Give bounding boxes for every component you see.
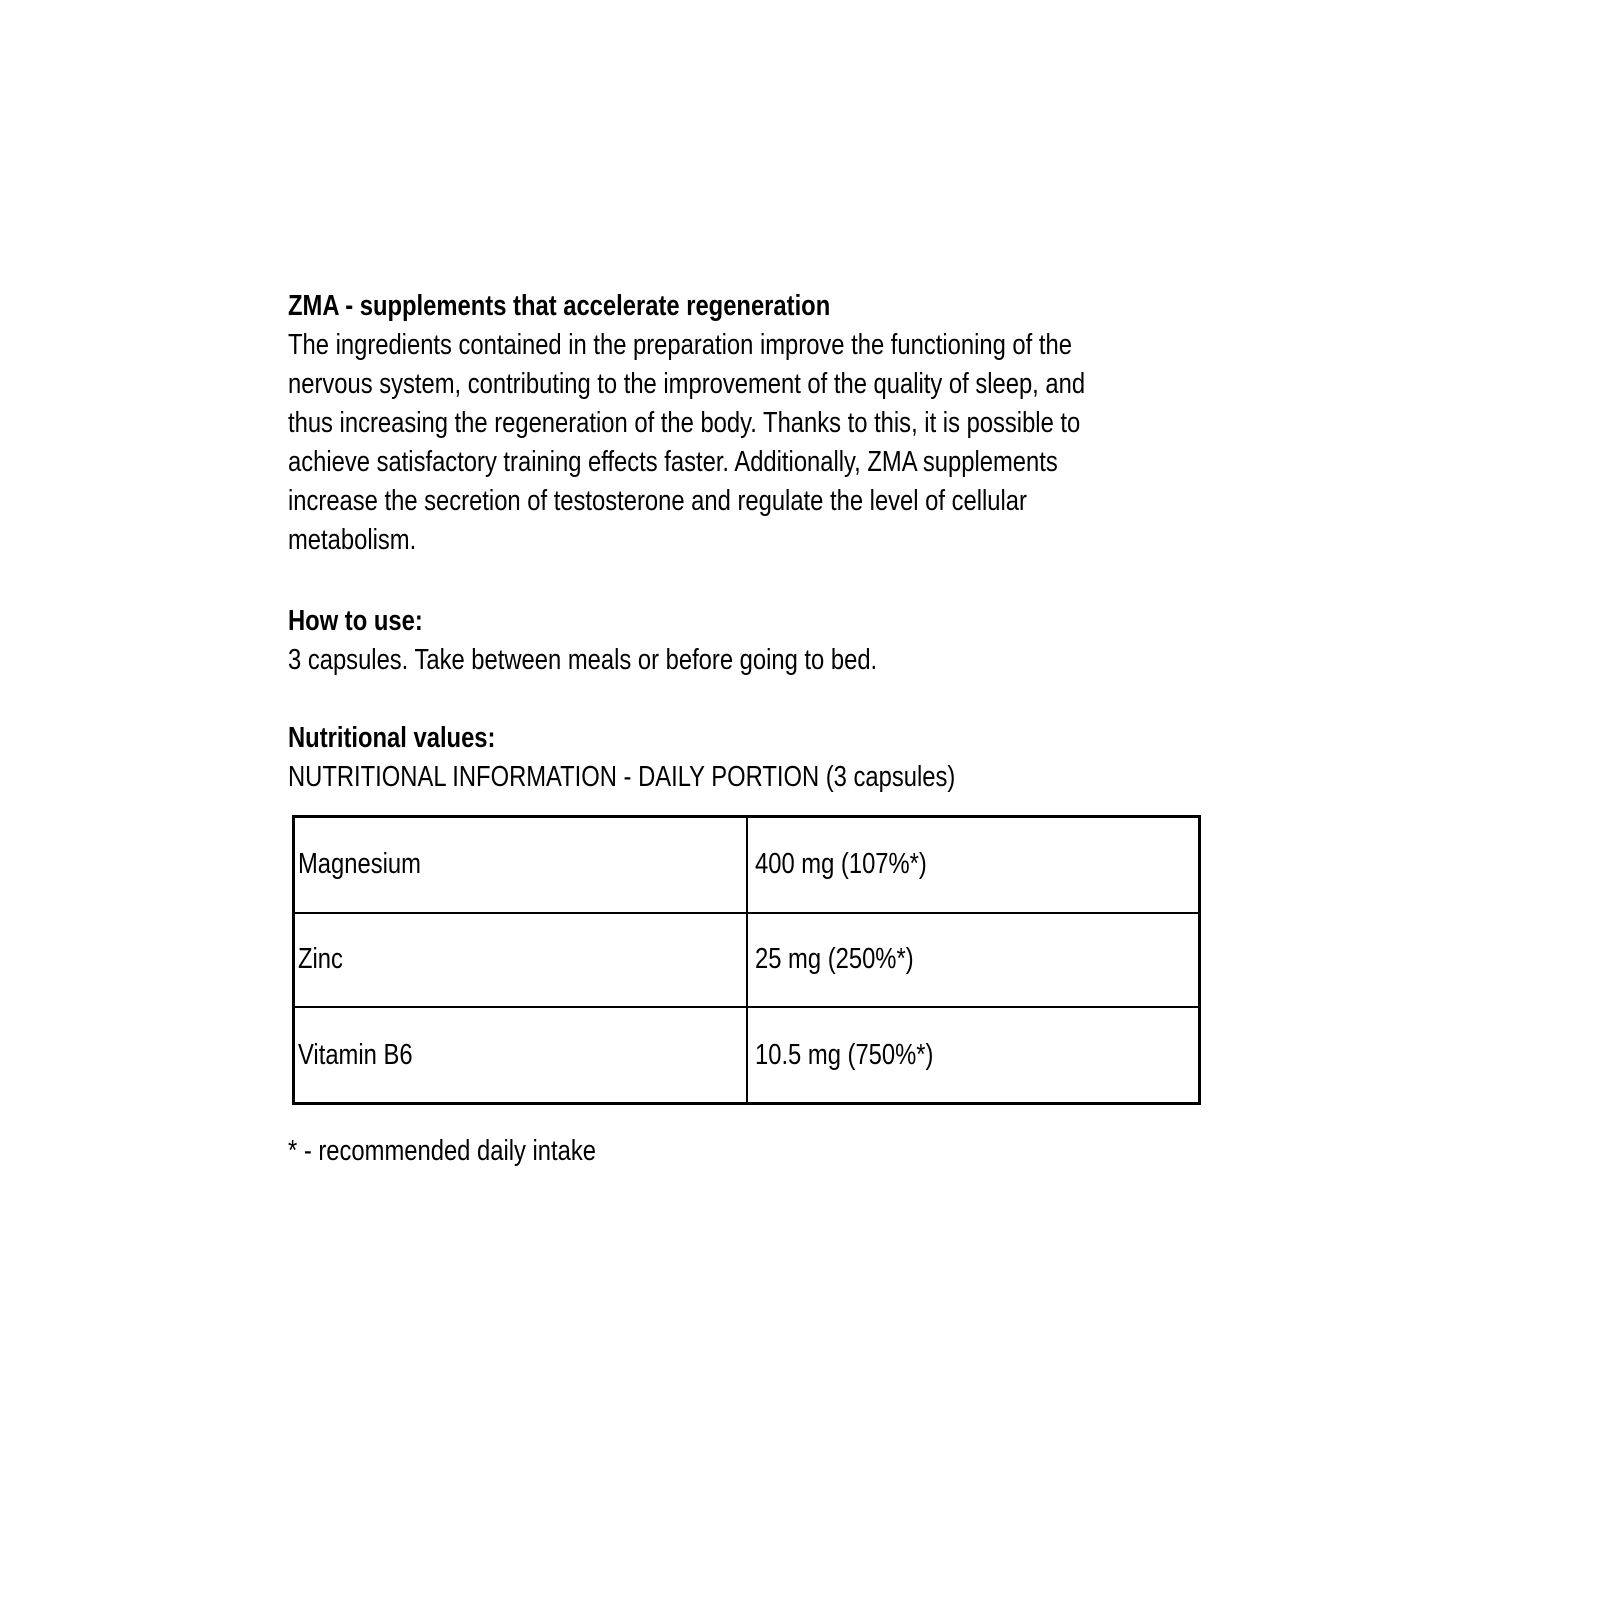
nutrient-name: Magnesium bbox=[298, 848, 421, 881]
nutrient-value-cell bbox=[747, 817, 1200, 913]
intro-line-text: achieve satisfactory training effects faster. Additionally, ZMA supplements bbox=[288, 446, 1058, 478]
product-description bbox=[288, 287, 1438, 1171]
intro-line bbox=[288, 404, 1438, 443]
intro-line-text: thus increasing the regeneration of the body. Thanks to this, it is possible to bbox=[288, 407, 1081, 439]
usage-heading-text: How to use: bbox=[288, 605, 423, 637]
nutrition-subheading bbox=[288, 758, 1438, 797]
nutrient-name-cell bbox=[294, 1007, 747, 1103]
intro-line-text: metabolism. bbox=[288, 524, 417, 556]
intro-line bbox=[288, 365, 1438, 404]
table-row-magnesium bbox=[294, 817, 1200, 913]
nutrient-value-cell bbox=[747, 913, 1200, 1008]
nutrient-value: 25 mg (250%*) bbox=[754, 943, 914, 976]
intro-line-text: increase the secretion of testosterone and regulate the level of cellular bbox=[288, 485, 1027, 517]
intro-line-text: nervous system, contributing to the improvement of the quality of sleep, and bbox=[288, 368, 1086, 400]
nutrient-name-cell bbox=[294, 913, 747, 1008]
table-row-vitamin-b6 bbox=[294, 1007, 1200, 1103]
nutrition-heading-text: Nutritional values: bbox=[288, 722, 496, 754]
intro-line bbox=[288, 482, 1438, 521]
footnote-text: * - recommended daily intake bbox=[288, 1135, 596, 1167]
usage-text-content: 3 capsules. Take between meals or before going to bed. bbox=[288, 644, 878, 676]
nutrition-heading bbox=[288, 719, 1438, 758]
nutrient-name-cell bbox=[294, 817, 747, 913]
page-title-text: ZMA - supplements that accelerate regeneration bbox=[288, 290, 831, 322]
intro-line bbox=[288, 521, 1438, 560]
usage-heading bbox=[288, 602, 1438, 641]
footnote bbox=[288, 1132, 1438, 1171]
nutrient-value: 10.5 mg (750%*) bbox=[754, 1038, 933, 1071]
nutrition-subheading-text: NUTRITIONAL INFORMATION - DAILY PORTION (3 capsules) bbox=[288, 761, 956, 793]
intro-line bbox=[288, 443, 1438, 482]
nutrient-value-cell bbox=[747, 1007, 1200, 1103]
nutrient-value: 400 mg (107%*) bbox=[754, 848, 927, 881]
intro-line-text: The ingredients contained in the preparation improve the functioning of the bbox=[288, 329, 1072, 361]
intro-paragraph bbox=[288, 326, 1438, 560]
table-row-zinc bbox=[294, 913, 1200, 1008]
intro-line bbox=[288, 326, 1438, 365]
page-title bbox=[288, 287, 1438, 326]
nutrient-name: Vitamin B6 bbox=[298, 1038, 413, 1071]
nutrition-table bbox=[292, 815, 1201, 1105]
usage-text bbox=[288, 641, 1438, 680]
nutrient-name: Zinc bbox=[298, 943, 343, 976]
